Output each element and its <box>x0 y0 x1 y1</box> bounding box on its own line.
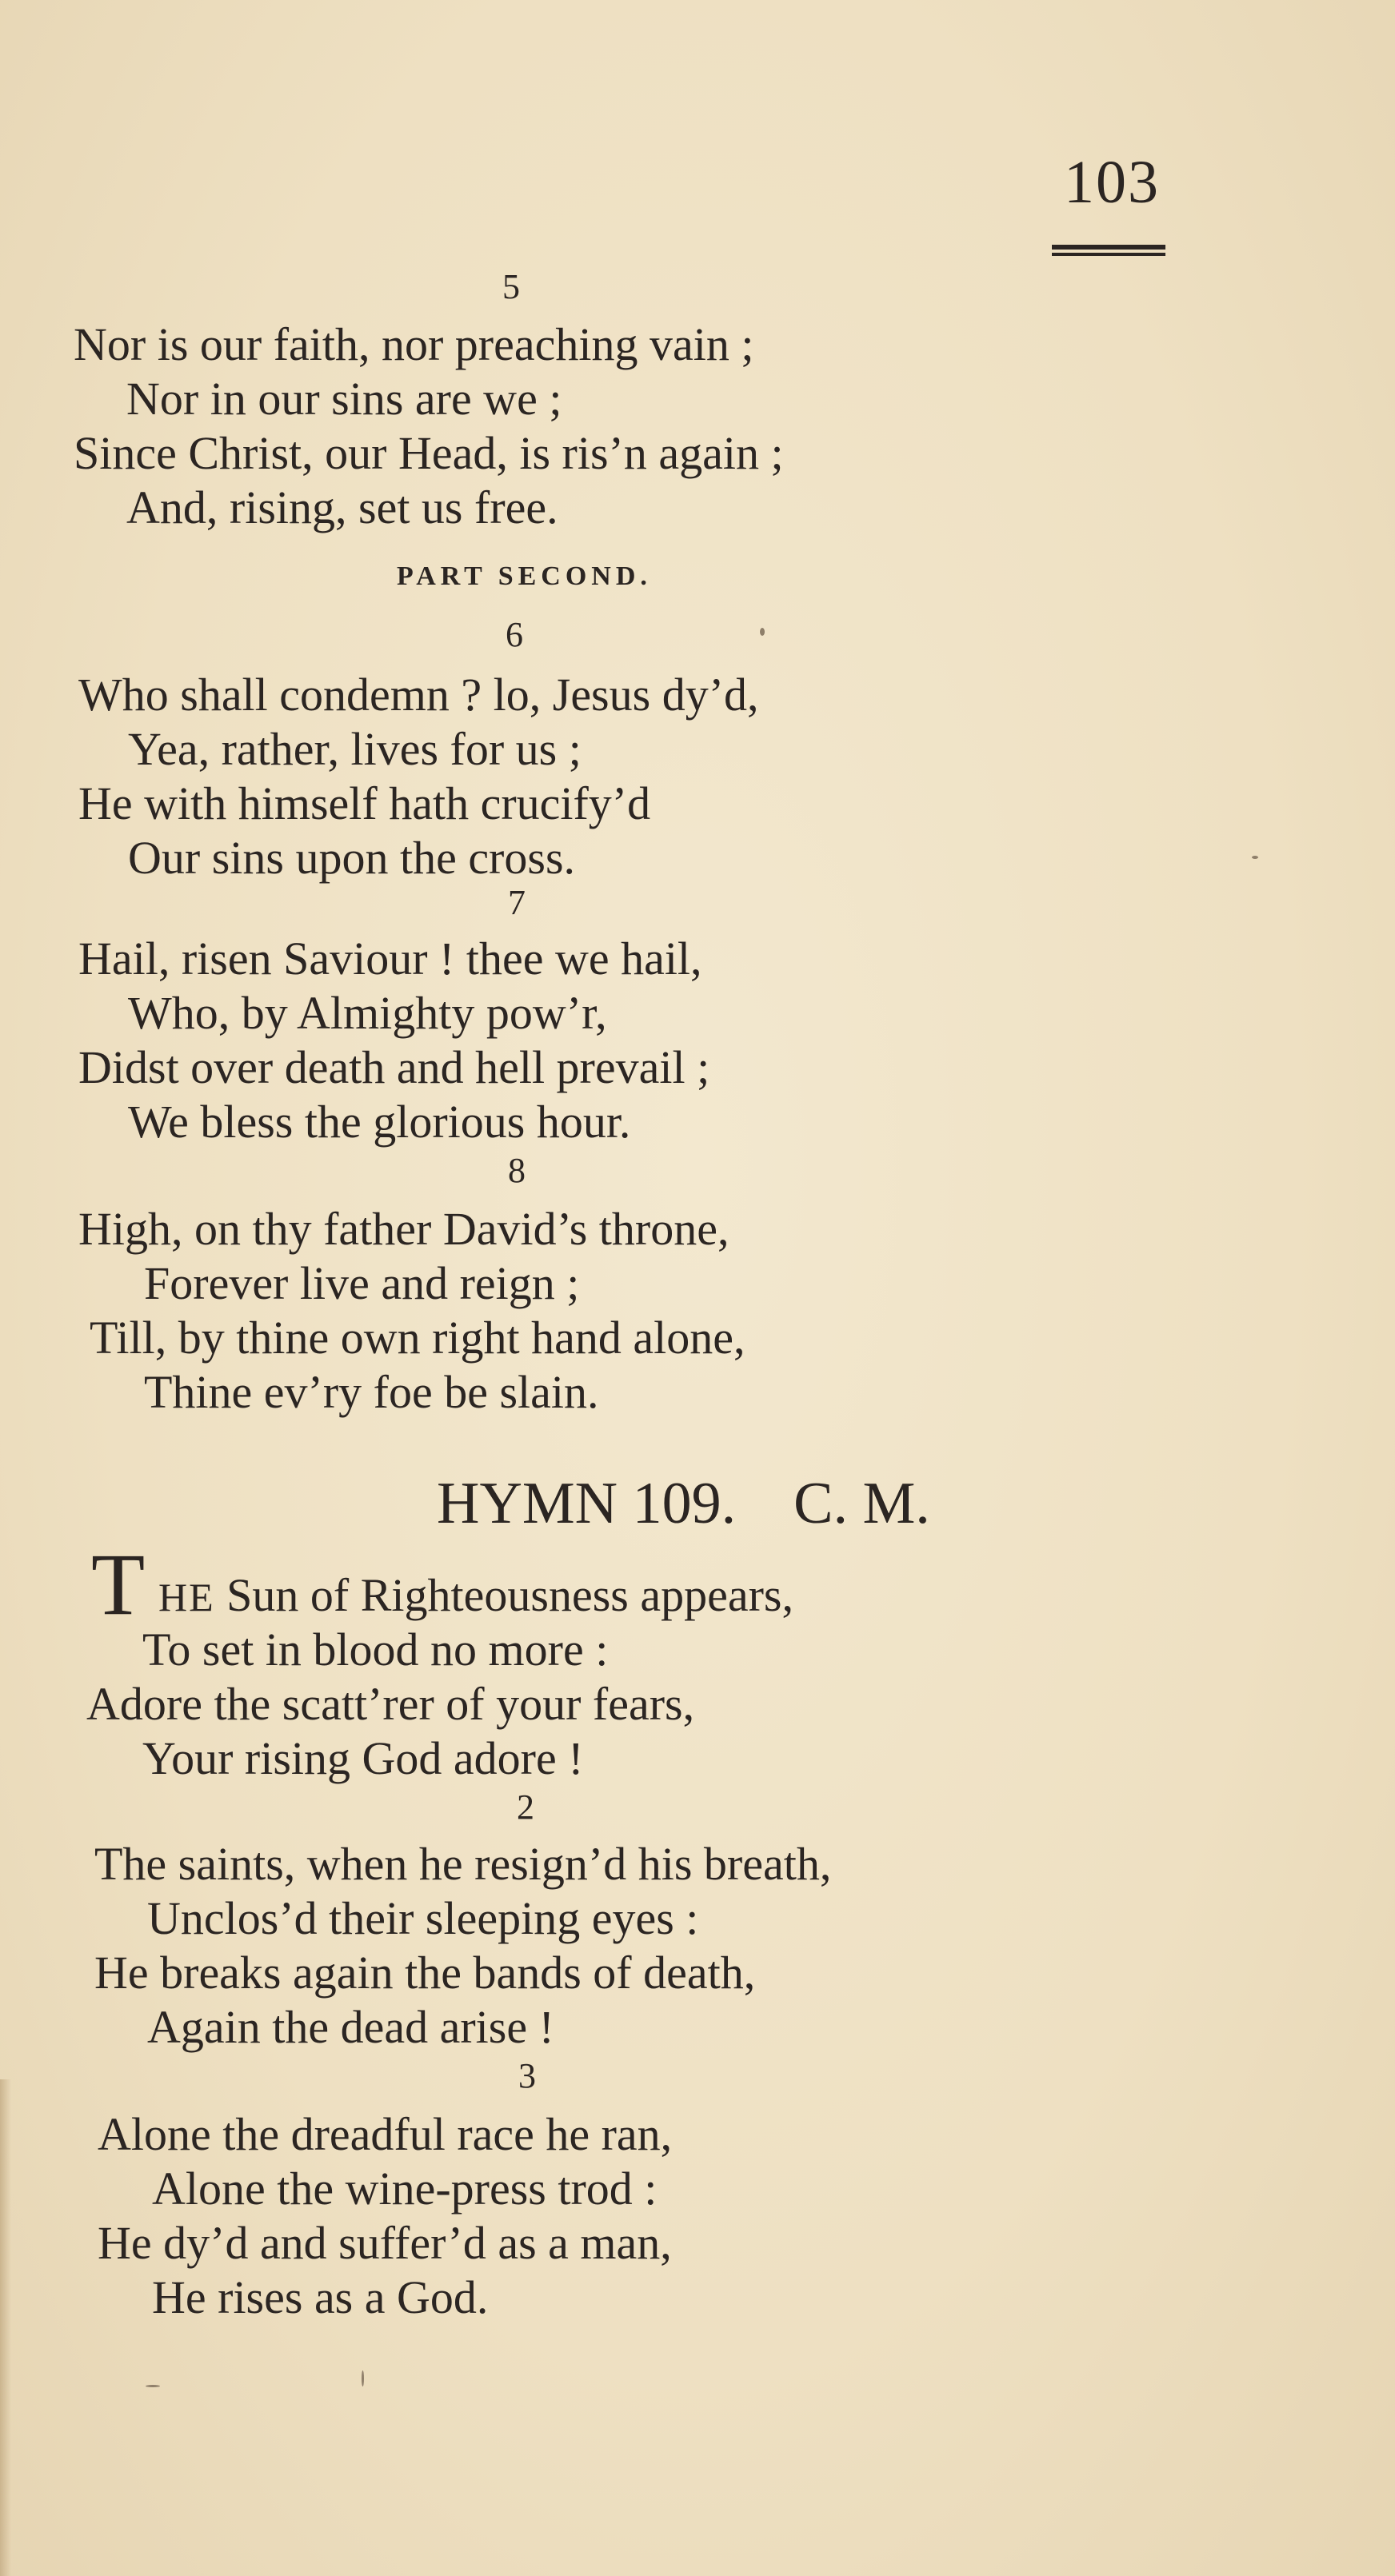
verse-line: He rises as a God. <box>152 2271 489 2323</box>
hymn-title <box>437 1470 930 1538</box>
hymn-number: HYMN 109. <box>437 1471 737 1536</box>
verse-line: Thine ev’ry foe be slain. <box>144 1366 599 1418</box>
header-rule <box>1052 245 1165 250</box>
stanza-number: 3 <box>518 2056 536 2095</box>
paper-speck <box>760 628 765 636</box>
verse-line <box>158 1569 793 1621</box>
verse-line: Till, by thine own right hand alone, <box>90 1312 745 1364</box>
page-edge-shadow <box>0 2079 11 2576</box>
verse-line: Again the dead arise ! <box>147 2001 554 2053</box>
verse-line: We bless the glorious hour. <box>128 1096 631 1148</box>
paper-speck <box>362 2370 364 2386</box>
verse-line: He dy’d and suffer’d as a man, <box>98 2217 672 2269</box>
drop-cap: T <box>91 1536 146 1633</box>
paper-speck <box>146 2385 160 2387</box>
stanza-number: 6 <box>506 615 523 654</box>
header-rule <box>1052 253 1165 256</box>
stanza-number: 2 <box>517 1787 534 1827</box>
verse-line: He breaks again the bands of death, <box>94 1947 756 1999</box>
verse-line: He with himself hath crucify’d <box>78 777 651 829</box>
stanza-number: 8 <box>508 1151 526 1190</box>
first-word-caps: HE <box>158 1575 215 1619</box>
verse-line: Didst over death and hell prevail ; <box>78 1041 710 1093</box>
verse-line: Nor is our faith, nor preaching vain ; <box>74 318 754 370</box>
verse-line: Our sins upon the cross. <box>128 832 576 884</box>
first-line-rest: Sun of Righteousness appears, <box>214 1569 793 1621</box>
part-heading: PART SECOND. <box>397 561 652 591</box>
paper-speck <box>1252 856 1258 859</box>
verse-line: Since Christ, our Head, is ris’n again ; <box>74 427 784 479</box>
verse-line: Nor in our sins are we ; <box>126 373 562 425</box>
hymn-meter: C. M. <box>793 1471 930 1536</box>
verse-line: And, rising, set us free. <box>126 481 558 533</box>
verse-line: Who, by Almighty pow’r, <box>128 987 607 1039</box>
verse-line: Alone the dreadful race he ran, <box>98 2108 673 2160</box>
stanza-number: 7 <box>508 883 526 922</box>
verse-line: Alone the wine-press trod : <box>152 2163 658 2215</box>
verse-line: Adore the scatt’rer of your fears, <box>86 1678 695 1730</box>
verse-line: Forever live and reign ; <box>144 1257 580 1309</box>
verse-line: To set in blood no more : <box>142 1623 609 1675</box>
verse-line: The saints, when he resign’d his breath, <box>94 1838 832 1890</box>
verse-line: Yea, rather, lives for us ; <box>128 723 582 775</box>
verse-line: Unclos’d their sleeping eyes : <box>147 1892 699 1944</box>
verse-line: Hail, risen Saviour ! thee we hail, <box>78 933 702 984</box>
verse-line: Who shall condemn ? lo, Jesus dy’d, <box>78 669 759 721</box>
verse-line: High, on thy father David’s throne, <box>78 1203 729 1255</box>
verse-line: Your rising God adore ! <box>142 1732 584 1784</box>
page-number: 103 <box>1064 149 1160 216</box>
stanza-number: 5 <box>502 267 520 306</box>
